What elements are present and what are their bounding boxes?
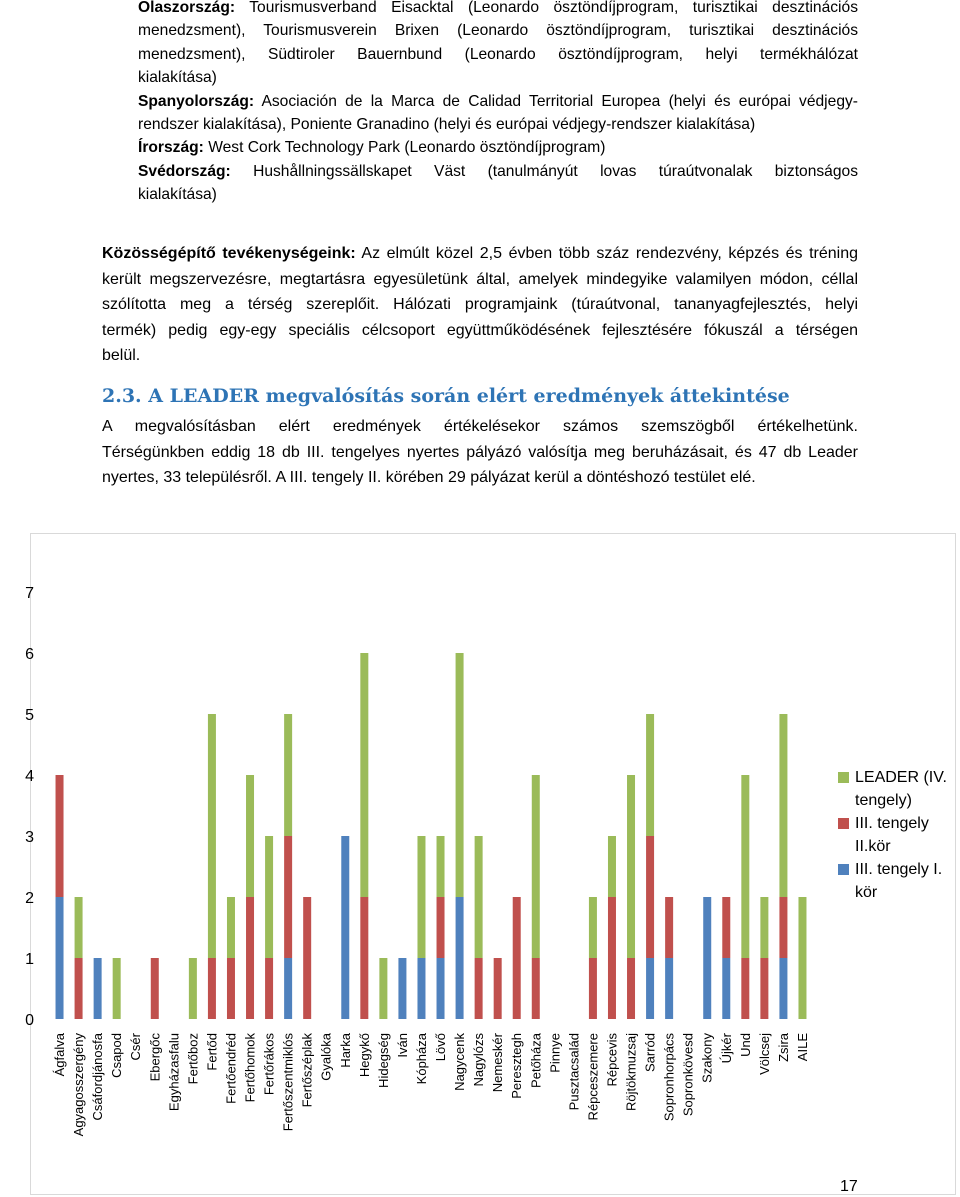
x-category-label: Petőháza bbox=[528, 1033, 544, 1088]
bar-segment-series-0 bbox=[703, 897, 711, 1019]
x-category-label: Répceszemere bbox=[585, 1033, 601, 1121]
x-category-label: Und bbox=[737, 1033, 753, 1057]
x-category-label: Újkér bbox=[718, 1033, 734, 1064]
page-number: 17 bbox=[840, 1178, 858, 1195]
bar-segment-series-1 bbox=[246, 897, 254, 1019]
x-category-label: Répcevis bbox=[604, 1033, 620, 1087]
x-category-label: Fertőd bbox=[204, 1033, 220, 1071]
x-category-label: Ágfalva bbox=[52, 1033, 68, 1077]
y-tick-label: 0 bbox=[25, 1012, 34, 1029]
bar-segment-series-0 bbox=[722, 958, 730, 1019]
bar-segment-series-0 bbox=[779, 958, 787, 1019]
x-category-label: Csapod bbox=[109, 1033, 125, 1078]
bar-segment-series-1 bbox=[532, 958, 540, 1019]
x-category-label: Nagycenk bbox=[452, 1033, 468, 1091]
section-title: A LEADER megvalósítás során elért eredmények áttekintése bbox=[148, 385, 790, 407]
bar-segment-series-0 bbox=[437, 958, 445, 1019]
x-category-label: Völcsej bbox=[756, 1033, 772, 1075]
bar-segment-series-2 bbox=[417, 836, 425, 958]
bar-segment-series-2 bbox=[360, 653, 368, 897]
italy-text-line-1: Tourismusverband Eisacktal (Leonardo ösztöndíjprogram, turisztikai desztinációs bbox=[249, 0, 858, 16]
x-category-label: AILE bbox=[794, 1033, 810, 1062]
bar-segment-series-2 bbox=[741, 775, 749, 958]
bar-segment-series-1 bbox=[760, 958, 768, 1019]
community-line-3: szólította meg a térség szereplőit. Hálózati programjaink (túraútvonal, tananyagfejlesztés, helyi bbox=[102, 296, 858, 313]
bar-segment-series-2 bbox=[75, 897, 83, 958]
country-label-ireland: Írország: bbox=[138, 139, 204, 157]
legend-swatch-iii-ii-kor bbox=[838, 818, 849, 829]
bar-segment-series-1 bbox=[627, 958, 635, 1019]
x-category-label: Pinnye bbox=[547, 1033, 563, 1073]
bar-segment-series-2 bbox=[113, 958, 121, 1019]
bar-segment-series-1 bbox=[665, 897, 673, 958]
bar-segment-series-1 bbox=[722, 897, 730, 958]
x-category-label: Fertőendréd bbox=[223, 1033, 239, 1104]
x-category-label: Fertőszéplak bbox=[299, 1033, 315, 1108]
y-tick-label: 1 bbox=[25, 951, 34, 968]
bar-segment-series-0 bbox=[417, 958, 425, 1019]
y-tick-label: 5 bbox=[25, 707, 34, 724]
y-tick-label: 7 bbox=[25, 585, 34, 602]
x-category-label: Agyagosszergény bbox=[71, 1033, 87, 1137]
bar-segment-series-1 bbox=[494, 958, 502, 1019]
bar-segment-series-2 bbox=[760, 897, 768, 958]
bar-segment-series-1 bbox=[646, 836, 654, 958]
bar-segment-series-1 bbox=[227, 958, 235, 1019]
community-line-2: került megszervezésre, megtartásra egyesületünk által, amelyek mindegyike valamilyen módon, céllal bbox=[102, 270, 858, 288]
bar-segment-series-1 bbox=[360, 897, 368, 1019]
bar-segment-series-2 bbox=[532, 775, 540, 958]
y-tick-label: 4 bbox=[25, 768, 34, 785]
x-category-label: Fertőhomok bbox=[242, 1033, 258, 1103]
bar-segment-series-2 bbox=[779, 714, 787, 897]
legend-item-iii-i-kor bbox=[838, 858, 960, 904]
x-category-label: Pusztacsalád bbox=[566, 1033, 582, 1111]
x-category-label: Sarród bbox=[642, 1033, 658, 1073]
y-tick-label: 3 bbox=[25, 829, 34, 846]
legend-swatch-leader bbox=[838, 772, 849, 783]
x-category-label: Gyalóka bbox=[318, 1033, 334, 1081]
x-category-label: Fertőboz bbox=[185, 1033, 201, 1085]
x-category-label: Lövő bbox=[433, 1033, 449, 1062]
country-label-sweden: Svédország: bbox=[138, 162, 231, 180]
x-category-label: Sopronhorpács bbox=[661, 1033, 677, 1122]
x-category-label: Sopronkövesd bbox=[680, 1033, 696, 1117]
x-category-label: Nemeskér bbox=[490, 1033, 506, 1093]
bar-segment-series-0 bbox=[398, 958, 406, 1019]
legend-label-iii-ii-kor: III. tengely II.kör bbox=[855, 815, 929, 855]
bar-segment-series-1 bbox=[475, 958, 483, 1019]
bar-segment-series-0 bbox=[56, 897, 64, 1019]
sweden-text-line-1: Hushållningssällskapet Väst (tanulmányút lovas túraútvonalak biztonságos bbox=[253, 162, 858, 180]
x-category-label: Hidegség bbox=[375, 1033, 391, 1088]
bar-segment-series-0 bbox=[341, 836, 349, 1019]
bar-segment-series-1 bbox=[75, 958, 83, 1019]
community-line-4: termék) pedig egy-egy speciális célcsoport együttműködésének fejlesztésére fókuszál a térségen bbox=[102, 321, 858, 339]
community-line-5: belül. bbox=[102, 347, 141, 364]
country-label-italy: Olaszország: bbox=[138, 0, 236, 16]
bar-segment-series-2 bbox=[265, 836, 273, 958]
legend-label-iii-i-kor: III. tengely I. kör bbox=[855, 861, 943, 901]
bar-segment-series-0 bbox=[665, 958, 673, 1019]
x-category-label: Hegykő bbox=[356, 1033, 372, 1078]
ireland-text-line-1: West Cork Technology Park (Leonardo ösztöndíjprogram) bbox=[208, 139, 606, 157]
x-category-label: Fertőrákos bbox=[261, 1033, 277, 1096]
country-label-spain: Spanyolország: bbox=[138, 92, 255, 110]
x-category-label: Csér bbox=[128, 1033, 144, 1061]
bar-segment-series-2 bbox=[284, 714, 292, 836]
bar-segment-series-1 bbox=[741, 958, 749, 1019]
bar-segment-series-2 bbox=[589, 897, 597, 958]
italy-text-line-2: menedzsment), Tourismusverein Brixen (Leonardo ösztöndíjprogram, turisztikai desztinációs bbox=[138, 22, 858, 40]
bar-segment-series-1 bbox=[608, 897, 616, 1019]
spain-text-line-1: Asociación de la Marca de Calidad Territorial Europea (helyi és európai védjegy- bbox=[261, 92, 858, 110]
x-category-label: Szakony bbox=[699, 1033, 715, 1083]
bar-segment-series-1 bbox=[56, 775, 64, 897]
bar-segment-series-1 bbox=[437, 897, 445, 958]
bar-segment-series-1 bbox=[779, 897, 787, 958]
chart-legend bbox=[838, 766, 960, 904]
bar-segment-series-1 bbox=[265, 958, 273, 1019]
bar-segment-series-2 bbox=[437, 836, 445, 897]
x-category-label: Ebergőc bbox=[147, 1033, 163, 1082]
community-line-1: Az elmúlt közel 2,5 évben több száz rendezvény, képzés és tréning bbox=[361, 245, 858, 262]
x-category-label: Fertőszentmiklós bbox=[280, 1033, 296, 1132]
y-tick-label: 2 bbox=[25, 890, 34, 907]
bar-segment-series-2 bbox=[627, 775, 635, 958]
legend-item-leader bbox=[838, 766, 960, 812]
x-category-label: Peresztegh bbox=[509, 1033, 525, 1099]
x-category-label: Kópháza bbox=[413, 1033, 429, 1085]
bar-segment-series-2 bbox=[798, 897, 806, 1019]
bar-segment-series-2 bbox=[456, 653, 464, 897]
bar-segment-series-1 bbox=[513, 897, 521, 1019]
bar-segment-series-2 bbox=[246, 775, 254, 897]
italy-text-line-3: menedzsment), Südtiroler Bauernbund (Leonardo ösztöndíjprogram, helyi termékhálózat bbox=[138, 45, 858, 63]
x-category-label: Nagylózs bbox=[471, 1033, 487, 1087]
bar-segment-series-1 bbox=[303, 897, 311, 1019]
bar-segment-series-2 bbox=[379, 958, 387, 1019]
bar-segment-series-0 bbox=[94, 958, 102, 1019]
bar-segment-series-1 bbox=[208, 958, 216, 1019]
y-tick-label: 6 bbox=[25, 646, 34, 663]
results-line-3: nyertes, 33 településről. A III. tengely II. körében 29 pályázat kerül a döntéshozó testület elé. bbox=[102, 469, 756, 486]
bar-segment-series-2 bbox=[208, 714, 216, 958]
x-category-label: Harka bbox=[337, 1033, 353, 1068]
community-label: Közösségépítő tevékenységeink: bbox=[102, 245, 356, 262]
results-line-2: Térségünkben eddig 18 db III. tengelyes nyertes pályázó valósítja meg beruházásait, és 47 db Leader bbox=[102, 443, 858, 461]
x-category-label: Zsira bbox=[775, 1033, 791, 1062]
bar-segment-series-0 bbox=[456, 897, 464, 1019]
legend-item-iii-ii-kor bbox=[838, 812, 960, 858]
legend-swatch-iii-i-kor bbox=[838, 864, 849, 875]
bar-segment-series-2 bbox=[475, 836, 483, 958]
bar-segment-series-2 bbox=[646, 714, 654, 836]
bar-segment-series-1 bbox=[151, 958, 159, 1019]
bar-segment-series-2 bbox=[227, 897, 235, 958]
bar-segment-series-0 bbox=[284, 958, 292, 1019]
sweden-text-line-2: kialakítása) bbox=[138, 186, 217, 204]
spain-text-line-2: rendszer kialakítása), Poniente Granadino (helyi és európai védjegy-rendszer kialakítása) bbox=[138, 116, 756, 134]
bar-segment-series-1 bbox=[589, 958, 597, 1019]
x-category-label: Egyházasfalu bbox=[166, 1033, 182, 1112]
legend-label-leader: LEADER (IV. tengely) bbox=[855, 769, 947, 809]
x-category-label: Iván bbox=[394, 1033, 410, 1058]
x-category-label: Röjtökmuzsaj bbox=[623, 1033, 639, 1112]
x-category-label: Csáfordjánosfa bbox=[90, 1033, 106, 1121]
bar-segment-series-1 bbox=[284, 836, 292, 958]
bar-segment-series-0 bbox=[646, 958, 654, 1019]
section-number: 2.3. bbox=[102, 385, 142, 407]
italy-text-line-4: kialakítása) bbox=[138, 69, 217, 87]
bar-segment-series-2 bbox=[189, 958, 197, 1019]
results-line-1: A megvalósításban elért eredmények értékelésekor számos szemszögből értékelhetünk. bbox=[102, 418, 858, 435]
bar-segment-series-2 bbox=[608, 836, 616, 897]
